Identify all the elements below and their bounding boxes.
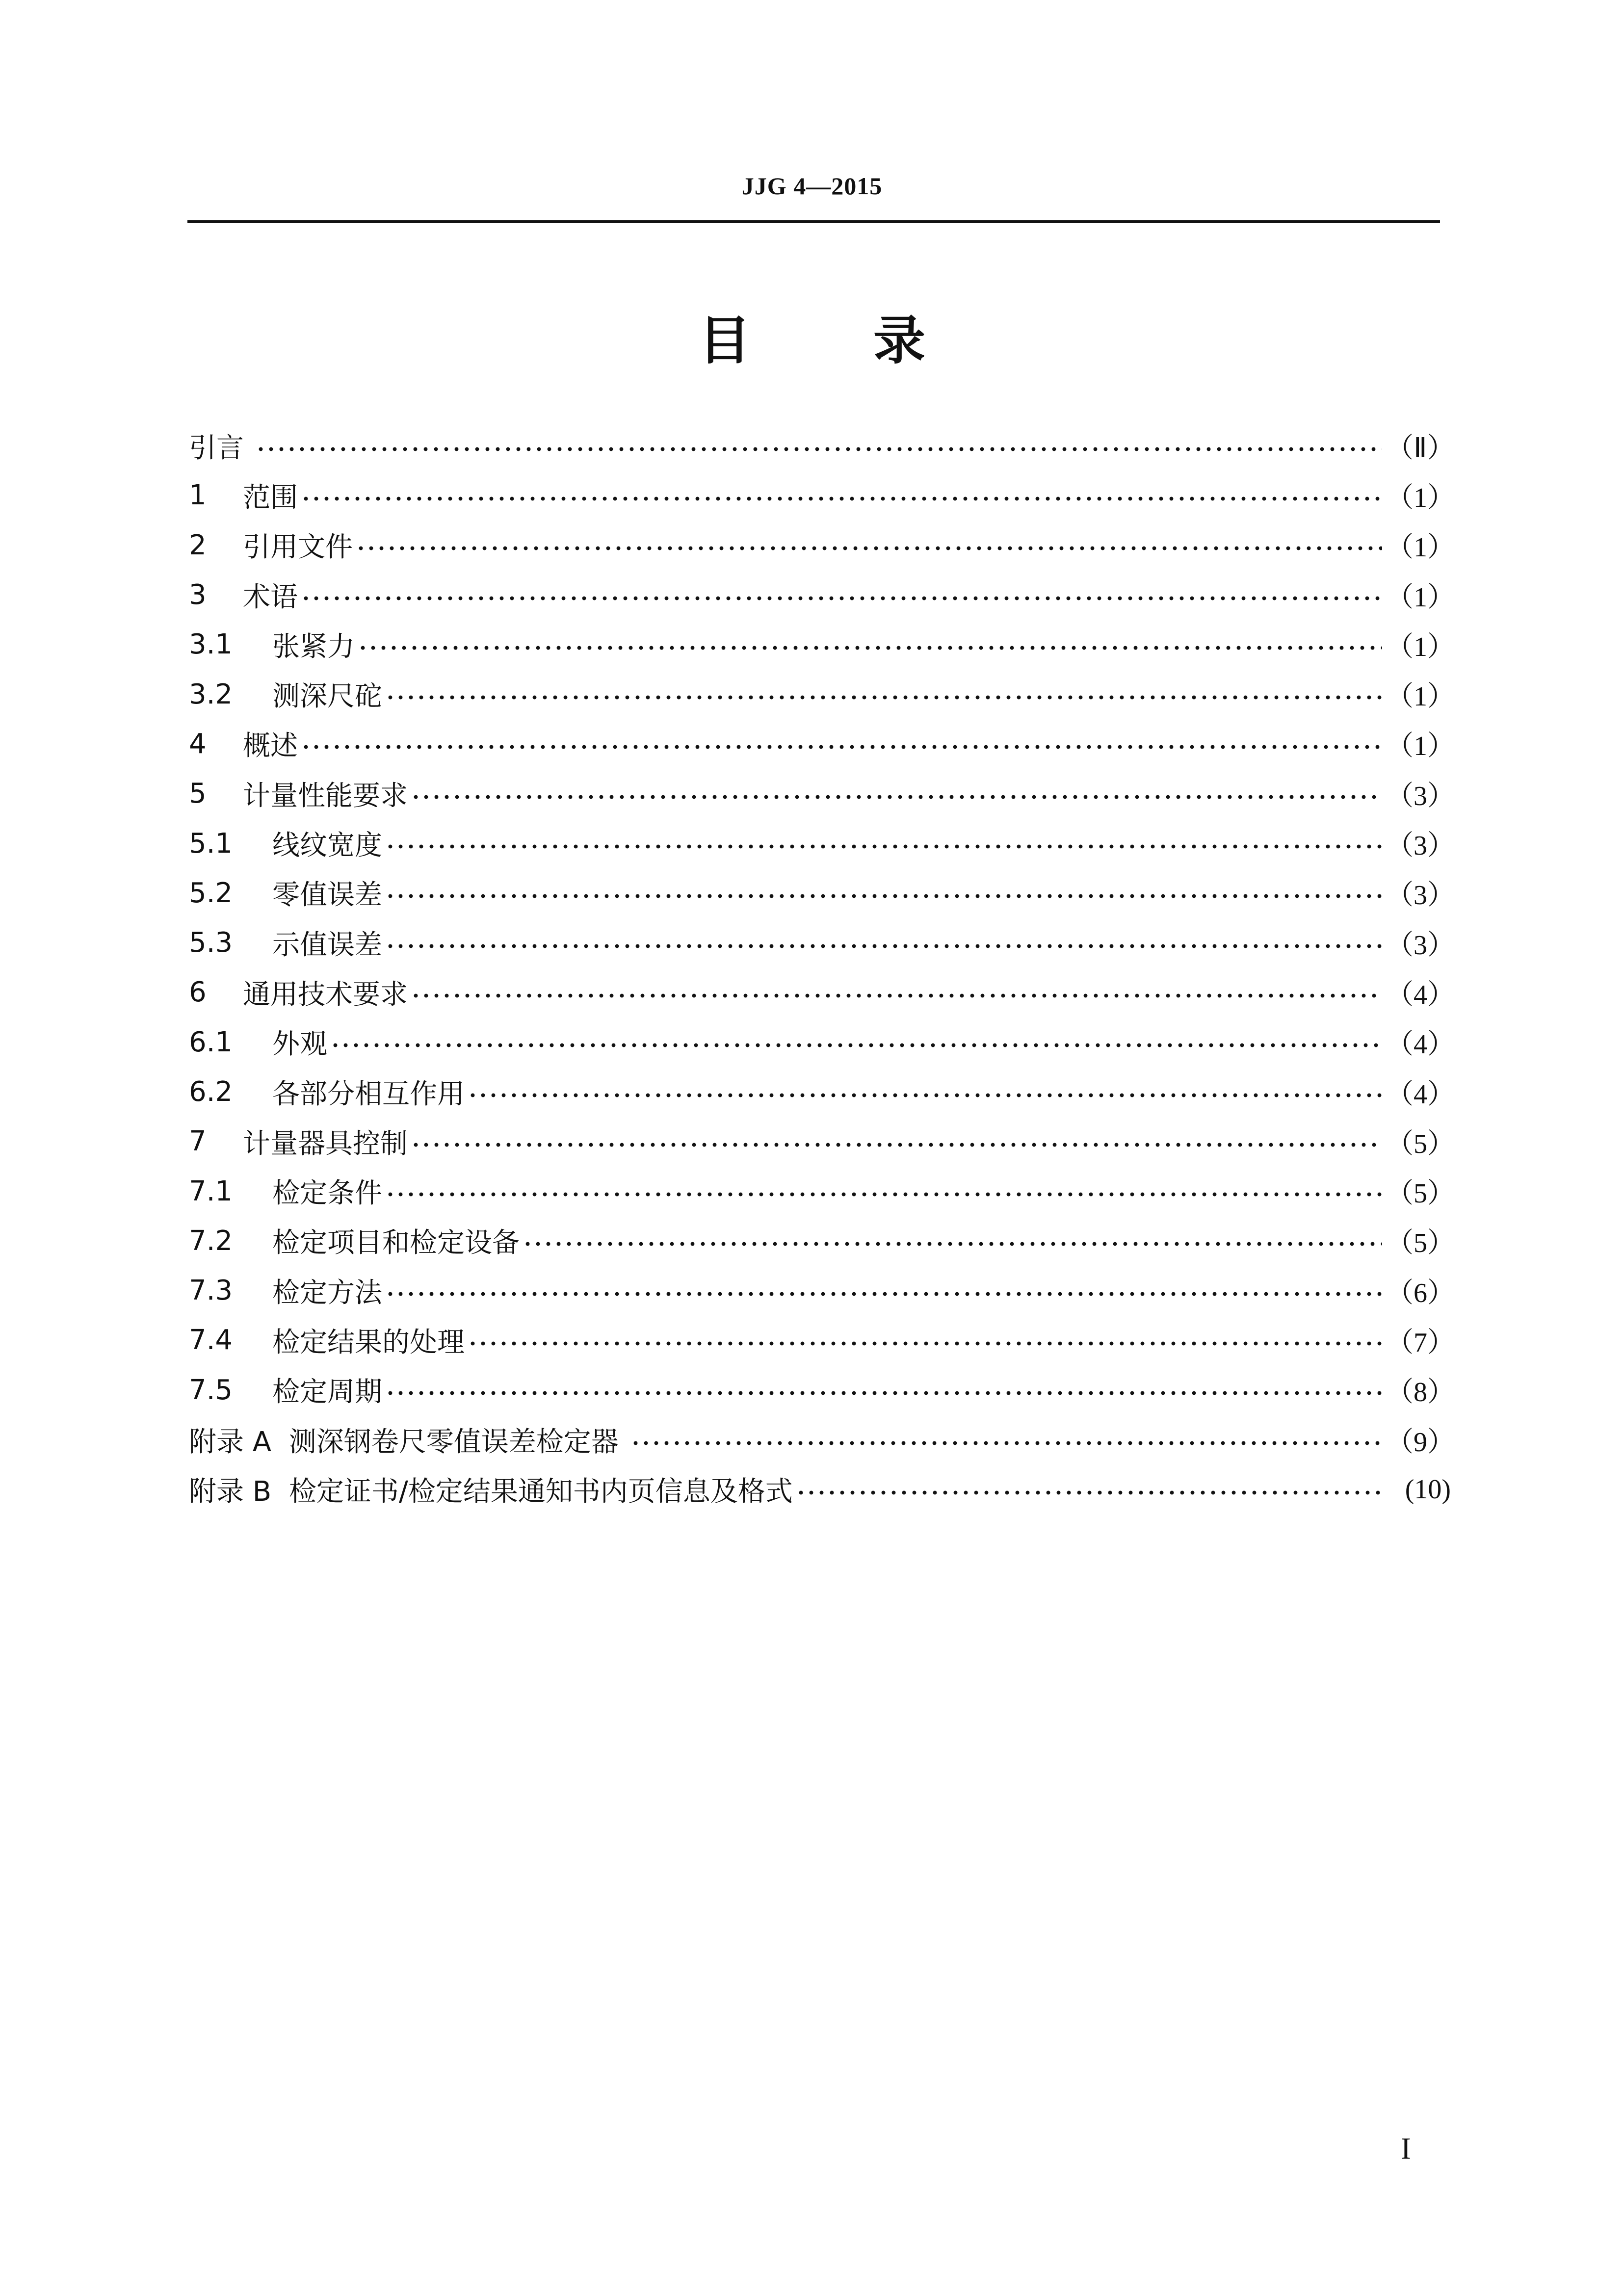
toc-entry-label: 引言 xyxy=(189,432,253,464)
title-char-2: 录 xyxy=(873,311,925,371)
toc-entry-label: 各部分相互作用 xyxy=(272,1078,465,1110)
document-code-header: JJG 4—2015 xyxy=(741,172,883,200)
dot-leader xyxy=(385,1376,1382,1404)
toc-entry-number: 3 xyxy=(189,579,207,611)
toc-entry-label: 示值误差 xyxy=(272,929,382,961)
dot-leader xyxy=(256,432,1382,460)
dot-leader xyxy=(411,1128,1382,1155)
dot-leader xyxy=(385,1277,1382,1305)
dot-leader xyxy=(385,879,1382,907)
toc-entry-label: 线纹宽度 xyxy=(272,830,382,862)
toc-entry[interactable] xyxy=(189,719,1455,769)
toc-entry-number: 5.1 xyxy=(189,827,233,860)
toc-entry-page: （5） xyxy=(1386,1228,1455,1259)
toc-entry-number: 5.2 xyxy=(189,877,233,909)
dot-leader xyxy=(468,1327,1382,1354)
dot-leader xyxy=(523,1227,1382,1254)
dot-leader xyxy=(411,780,1382,808)
toc-entry-label: 术语 xyxy=(243,581,298,613)
toc-entry-label: 检定项目和检定设备 xyxy=(272,1227,520,1259)
dot-leader xyxy=(385,680,1382,708)
toc-entry-label: 计量器具控制 xyxy=(243,1127,408,1160)
dot-leader xyxy=(301,581,1382,609)
toc-entry-page: （9） xyxy=(1386,1427,1455,1458)
toc-entry-label: 范围 xyxy=(243,481,298,514)
toc-entry[interactable] xyxy=(189,1117,1455,1166)
toc-entry[interactable] xyxy=(189,1166,1455,1216)
toc-entry-number: 7.2 xyxy=(189,1225,233,1257)
dot-leader xyxy=(411,979,1382,1006)
toc-entry-page: （8） xyxy=(1386,1377,1455,1408)
toc-entry-label: 检定周期 xyxy=(272,1376,382,1409)
toc-entry-label: 通用技术要求 xyxy=(243,978,408,1011)
toc-entry-number: 2 xyxy=(189,529,207,561)
toc-entry-page: （1） xyxy=(1386,482,1455,513)
toc-entry[interactable] xyxy=(189,818,1455,868)
toc-entry[interactable] xyxy=(189,470,1455,520)
toc-entry-number: 4 xyxy=(189,728,207,760)
toc-entry[interactable] xyxy=(189,1216,1455,1266)
toc-entry-number: 附录 B xyxy=(189,1475,272,1508)
toc-entry-label: 检定结果的处理 xyxy=(272,1326,465,1358)
toc-entry[interactable] xyxy=(189,1315,1455,1365)
toc-entry-page: （3） xyxy=(1386,930,1455,961)
toc-entry-label: 检定证书/检定结果通知书内页信息及格式 xyxy=(271,1475,793,1508)
toc-entry-appendix-a[interactable] xyxy=(189,1415,1455,1464)
toc-entry-number: 1 xyxy=(189,479,207,512)
toc-entry-page: （4） xyxy=(1386,1079,1455,1110)
toc-entry-page: （5） xyxy=(1386,1178,1455,1209)
toc-entry-label: 检定方法 xyxy=(272,1277,382,1309)
toc-entry-number: 6.2 xyxy=(189,1076,233,1108)
toc-entry-number: 附录 A xyxy=(189,1426,272,1458)
toc-entry-number: 5.3 xyxy=(189,927,233,959)
toc-entry-foreword[interactable] xyxy=(189,421,1455,470)
toc-entry[interactable] xyxy=(189,1266,1455,1315)
toc-entry[interactable] xyxy=(189,1018,1455,1067)
dot-leader xyxy=(385,929,1382,957)
toc-entry-page: （7） xyxy=(1386,1327,1455,1358)
toc-entry[interactable] xyxy=(189,868,1455,918)
toc-entry-page: （4） xyxy=(1386,1029,1455,1060)
toc-entry-appendix-b[interactable] xyxy=(189,1464,1451,1514)
toc-entry-number: 6 xyxy=(189,976,207,1009)
toc-entry[interactable] xyxy=(189,570,1455,620)
toc-entry-page: （1） xyxy=(1386,681,1455,712)
toc-entry-number: 5 xyxy=(189,778,207,810)
dot-leader xyxy=(301,730,1382,757)
toc-entry-page: （6） xyxy=(1386,1278,1455,1308)
toc-entry[interactable] xyxy=(189,967,1455,1017)
toc-entry-page: （1） xyxy=(1386,582,1455,613)
toc-entry[interactable] xyxy=(189,620,1455,669)
toc-entry-number: 7.5 xyxy=(189,1374,233,1406)
toc-entry[interactable] xyxy=(189,669,1455,719)
toc-entry-label: 测深尺砣 xyxy=(272,680,382,713)
toc-entry-label: 测深钢卷尺零值误差检定器 xyxy=(271,1426,628,1458)
dot-leader xyxy=(796,1476,1382,1503)
toc-entry-page: （4） xyxy=(1386,979,1455,1010)
dot-leader xyxy=(385,830,1382,857)
dot-leader xyxy=(330,1028,1382,1056)
toc-entry-number: 7.1 xyxy=(189,1175,233,1207)
dot-leader xyxy=(468,1078,1382,1106)
toc-entry-page: （5） xyxy=(1386,1128,1455,1159)
page-number: I xyxy=(1401,2132,1411,2166)
toc-entry-page: （Ⅱ） xyxy=(1386,433,1455,464)
toc-entry-label: 外观 xyxy=(272,1028,327,1061)
toc-entry[interactable] xyxy=(189,769,1455,818)
toc-entry[interactable] xyxy=(189,1365,1455,1415)
toc-entry[interactable] xyxy=(189,918,1455,967)
toc-entry-page: （3） xyxy=(1386,831,1455,861)
toc-entry-label: 引用文件 xyxy=(243,531,353,564)
header-divider xyxy=(187,220,1440,223)
toc-entry-number: 7 xyxy=(189,1125,207,1158)
toc-entry-number: 3.1 xyxy=(189,628,233,661)
toc-entry-label: 检定条件 xyxy=(272,1177,382,1210)
toc-entry-page: （1） xyxy=(1386,731,1455,762)
toc-entry[interactable] xyxy=(189,1067,1455,1117)
page-title xyxy=(0,299,1624,374)
toc-entry-number: 3.2 xyxy=(189,678,233,710)
toc-entry-page: （3） xyxy=(1386,880,1455,911)
toc-entry-page: (10) xyxy=(1405,1474,1451,1505)
toc-entry-page: （1） xyxy=(1386,532,1455,563)
toc-entry-number: 7.3 xyxy=(189,1275,233,1307)
toc-entry-label: 零值误差 xyxy=(272,879,382,912)
dot-leader xyxy=(356,531,1382,559)
dot-leader xyxy=(630,1426,1382,1454)
title-char-1: 目 xyxy=(699,311,751,371)
toc-entry[interactable] xyxy=(189,521,1455,570)
table-of-contents xyxy=(189,421,1455,1514)
dot-leader xyxy=(358,631,1382,658)
toc-entry-page: （1） xyxy=(1386,631,1455,662)
toc-entry-number: 7.4 xyxy=(189,1324,233,1357)
toc-entry-label: 张紧力 xyxy=(272,630,355,663)
dot-leader xyxy=(301,482,1382,509)
dot-leader xyxy=(385,1177,1382,1205)
toc-entry-label: 概述 xyxy=(243,730,298,762)
toc-entry-page: （3） xyxy=(1386,781,1455,811)
toc-entry-label: 计量性能要求 xyxy=(243,780,408,812)
toc-entry-number: 6.1 xyxy=(189,1026,233,1058)
